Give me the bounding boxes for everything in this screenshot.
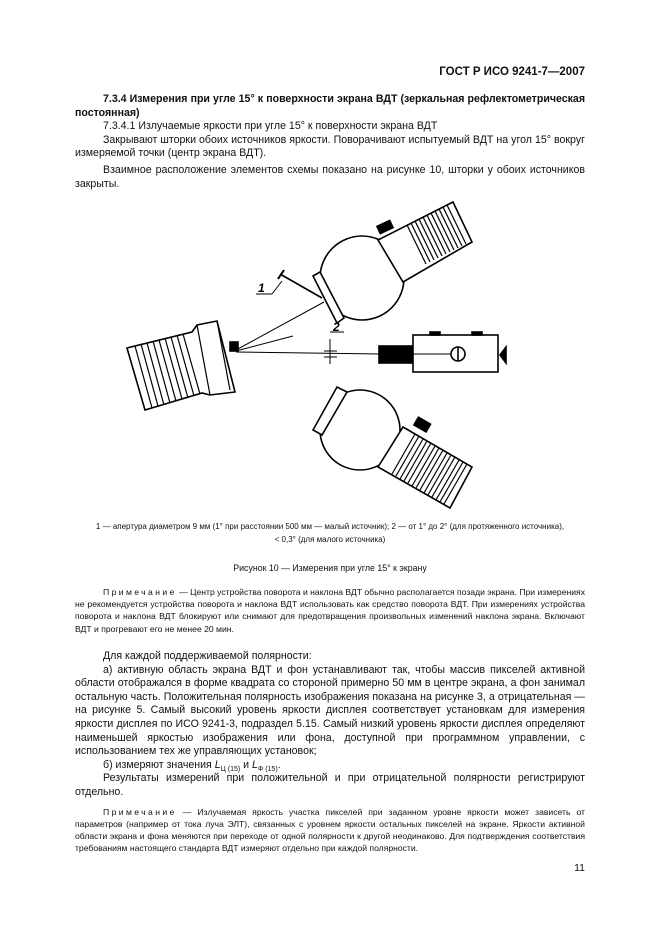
item-a: а) активную область экрана ВДТ и фон устанавливают так, чтобы массив пикселей активной области отображался в форме квадрата со стороной примерно 50 мм в центре экрана, а фон занимал остальную часть. Положительная полярность изображения показана на рисунке 3, а отрицательная — на рисунке 5. Самый высокий уровень яркости дисплея соответствует установкам для измерения яркости дисплея по ИСО 9241-3, подраздел 5.15. Самый низкий уровень яркости дисплея определяют наименьшей яркостью изображения или фона, доступной при программном управлении, с использованием тех же управляющих установок;	[75, 663, 585, 758]
note-text: — Центр устройства поворота и наклона ВДТ обычно располагается позади экрана. При измерениях не рекомендуется устройства поворота и наклона ВДТ использовать как средство поворота ВДТ. При измерениях устройства поворота и наклона ВДТ блокируют или снимают для предотвращения произвольных изменений наклона экрана. Включают ВДТ и прогревают его не менее 20 мин.	[75, 587, 585, 634]
standard-header: ГОСТ Р ИСО 9241-7—2007	[439, 66, 585, 78]
body-text	[75, 650, 585, 800]
upper-light-source	[313, 202, 472, 323]
paragraph: Закрывают шторки обоих источников яркости. Поворачивают испытуемый ВДТ на угол 15° вокруг измеряемой точки (центр экрана ВДТ).	[75, 133, 585, 160]
label-2: 2	[333, 320, 340, 334]
camera	[127, 321, 238, 410]
note-text: — Излучаемая яркость участка пикселей при заданном уровне яркости может зависеть от параметров (например от тока луча ЭЛТ), связанных с уровнем яркости остальных пикселей на экране. Яркости активной области экрана и фона меняются при переходе от одной полярности к другой неодинаково. Для подтверждения соответствия требованиям настоящего стандарта ВДТ измеряют отдельно при каждой полярности.	[75, 806, 585, 854]
paragraph: Результаты измерений при положительной и при отрицательной полярности регистрируют отдельно.	[75, 772, 585, 798]
label-1: 1	[258, 281, 265, 295]
figure-legend	[60, 520, 600, 546]
legend-line: < 0,3° (для малого источника)	[274, 535, 386, 544]
item-b: б) измеряют значения $L_{Ц (15)}$ и $L_{Ф (15)}$.	[103, 758, 281, 773]
section-heading: 7.3.4 Измерения при угле 15° к поверхности экрана ВДТ (зеркальная рефлектометрическая постоянная)	[75, 93, 585, 119]
legend-line: 1 — апертура диаметром 9 мм (1° при расстоянии 500 мм — малый источник); 2 — от 1° до 2° (для протяженного источника),	[95, 522, 565, 531]
paragraph: Для каждой поддерживаемой полярности:	[103, 650, 312, 662]
subsection-heading: 7.3.4.1 Излучаемые яркости при угле 15° к поверхности экрана ВДТ	[103, 120, 438, 133]
note-label: Примечание	[103, 806, 177, 817]
page-number: 11	[574, 862, 585, 875]
lower-light-source	[313, 387, 472, 508]
note-label: Примечание	[103, 587, 177, 597]
lower-content	[75, 650, 585, 876]
note-1	[75, 586, 585, 635]
note-2	[75, 806, 585, 855]
figure-caption: Рисунок 10 — Измерения при угле 15° к экрану	[233, 563, 427, 573]
photometer	[379, 332, 506, 372]
paragraph: Взаимное расположение элементов схемы показано на рисунке 10, шторки у обоих источников закрыты.	[75, 163, 585, 190]
